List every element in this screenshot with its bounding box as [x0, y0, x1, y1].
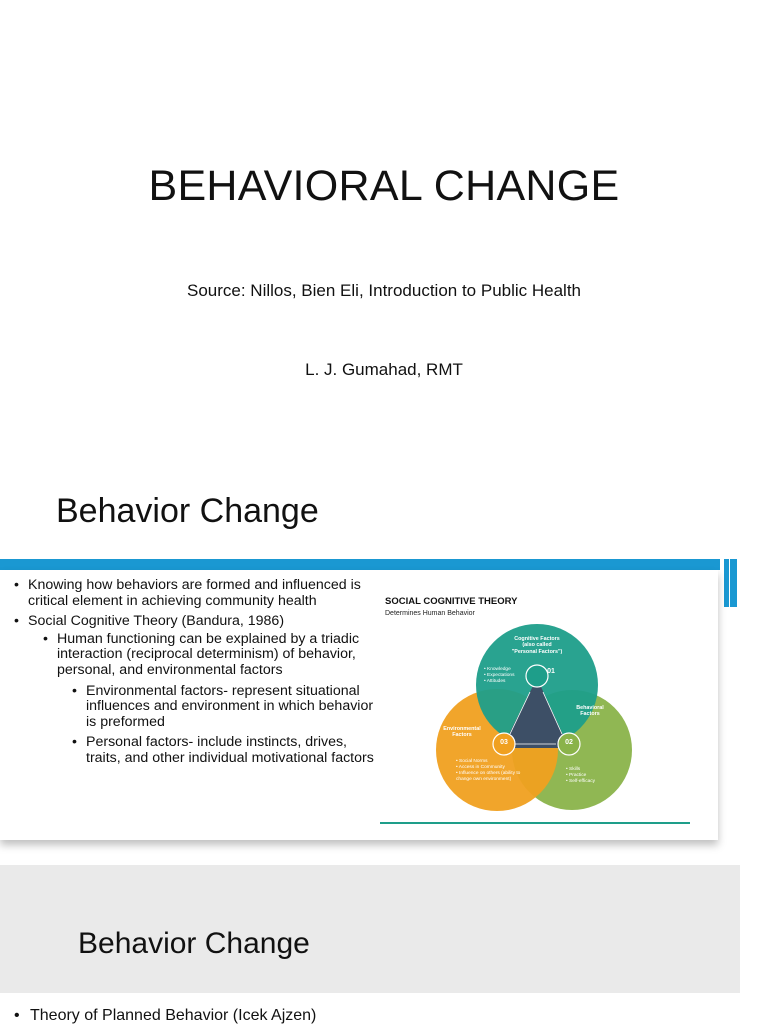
- list-item: • Attitudes: [484, 679, 506, 684]
- figure-underline: [380, 822, 690, 824]
- list-item: • Practice: [566, 773, 587, 778]
- environmental-label: Environmental Factors: [443, 726, 481, 739]
- bullet-item: • Knowing how behaviors are formed and influenced is critical element in achieving community health: [14, 578, 384, 609]
- list-item: • Influence on others (ability to change own environment): [456, 771, 521, 782]
- slide-title: BEHAVIORAL CHANGE: [148, 162, 620, 210]
- accent-stripe: [724, 559, 729, 607]
- social-cognitive-theory-figure: [380, 588, 700, 828]
- accent-stripe: [730, 559, 737, 607]
- accent-band: [0, 559, 720, 570]
- behavioral-label: Behavioral Factors: [576, 705, 604, 718]
- slide-source: Source: Nillos, Bien Eli, Introduction to Public Health: [186, 281, 582, 300]
- title-slide: [0, 0, 768, 440]
- badge-03-label: 03: [500, 739, 508, 746]
- badge-01-label: 01: [547, 668, 555, 675]
- bullet-item: • Human functioning can be explained by a triadic interaction (reciprocal determinism) of behavior, personal, and environmental factors: [14, 632, 384, 679]
- content-card: [0, 570, 718, 840]
- bullet-item: • Environmental factors- represent situational influences and environment in which behavior is preformed: [14, 684, 384, 731]
- list-item: • Social Norms: [456, 759, 488, 764]
- list-item: • Knowledge: [484, 667, 511, 672]
- cognitive-list: [484, 667, 514, 685]
- figure-subtitle: Determines Human Behavior: [385, 610, 475, 617]
- figure-title: SOCIAL COGNITIVE THEORY: [385, 596, 518, 607]
- cognitive-label: Cognitive Factors (also called "Personal Factors"): [511, 636, 563, 655]
- list-item: • Access in Community: [456, 765, 505, 770]
- slide2-title: Behavior Change: [56, 492, 319, 530]
- environmental-list: [456, 759, 534, 783]
- bullet-item: • Theory of Planned Behavior (Icek Ajzen): [30, 1007, 316, 1025]
- behavior-change-slide-2: [0, 865, 768, 1024]
- slide-author: L. J. Gumahad, RMT: [305, 360, 463, 379]
- bullet-item: • Social Cognitive Theory (Bandura, 1986): [14, 614, 384, 630]
- behavior-change-slide: [0, 440, 768, 865]
- badge-02-label: 02: [565, 739, 573, 746]
- venn-diagram: [380, 588, 700, 828]
- slide3-title: Behavior Change: [78, 927, 310, 960]
- list-item: • Expectations: [484, 673, 515, 678]
- list-item: • Skills: [566, 767, 581, 772]
- list-item: • Self-efficacy: [566, 779, 596, 784]
- bullet-item: • Personal factors- include instincts, drives, traits, and other individual motivational factors: [14, 735, 384, 766]
- bullet-list: [14, 578, 384, 772]
- behavioral-list: [566, 767, 595, 785]
